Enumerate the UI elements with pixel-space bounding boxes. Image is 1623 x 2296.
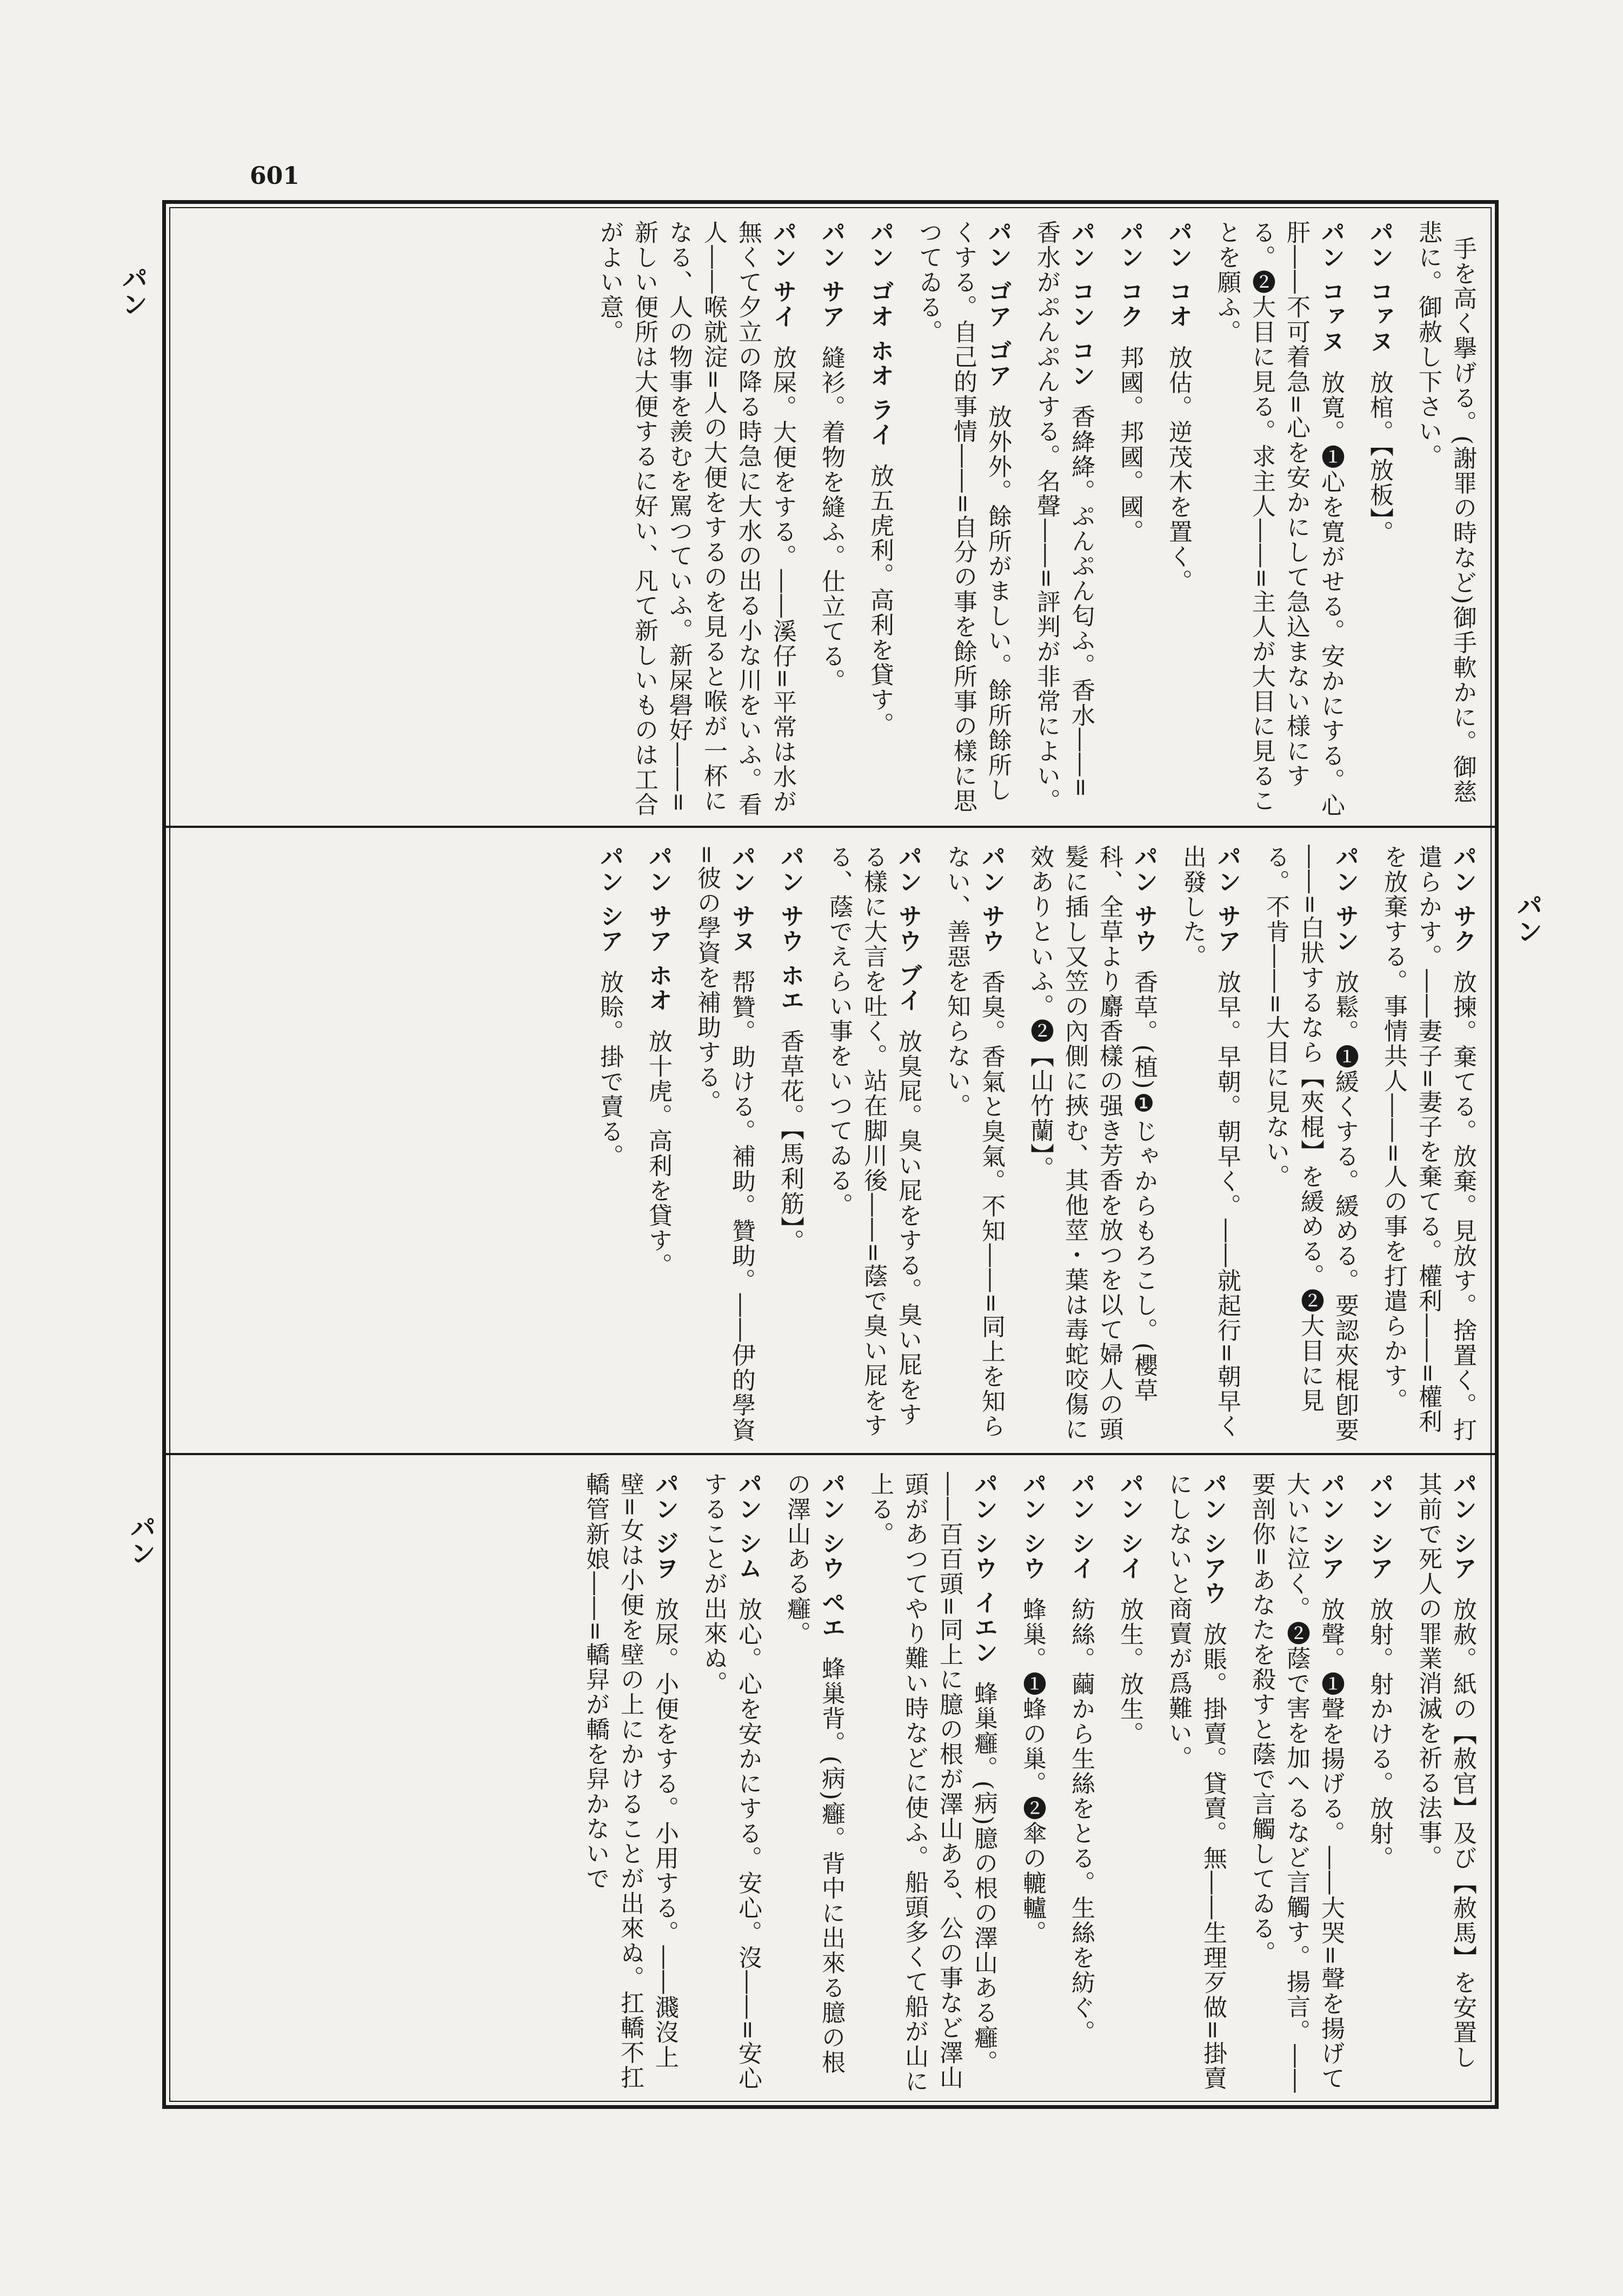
page-frame [162,200,1499,2109]
dictionary-entry [1161,220,1195,823]
entry-headword: パン サウ ホエ [776,845,804,1013]
dictionary-entry [1376,845,1480,1450]
dictionary-entry [1022,845,1161,1450]
entry-text: 紡絲。繭から生絲をとる。生絲を紡ぐ。 [1067,1597,1095,2045]
section-divider [166,1453,1495,1455]
entry-headword: パン ジヲ [651,1472,679,1581]
entry-headword: パン シア [1366,1472,1393,1581]
dictionary-entry [1244,1472,1348,2094]
entry-headword: パン コァヌ [1366,220,1393,354]
dictionary-entry [1258,845,1362,1450]
entry-text: 蜂巢。❶蜂の巢。❷傘の轆轤。 [1019,1597,1046,1946]
dictionary-entry [1411,220,1480,823]
entry-headword: パン サウ [977,845,1005,954]
dictionary-entry [1411,1472,1480,2094]
entry-text: 縫衫。着物を縫ふ。仕立てる。 [817,345,845,694]
entry-text: 放聲。❶聲を揚げる。――大哭=聲を揚げて大いに泣く。❷蔭で害を加へるなど言觸す。揚言。――要剖你=あなたを殺すと蔭で言觸してゐる。 [1248,1472,1345,2094]
dictionary-entry [1175,845,1244,1450]
entry-text: 放早。早朝。朝早く。――就起行=朝早く出發した。 [1179,845,1241,1439]
entry-headword: パン シウ [1019,1472,1046,1581]
margin-marker: パン [117,265,148,317]
entry-headword: パン シム [734,1472,762,1581]
dictionary-entry [939,845,1008,1450]
dictionary-entry [696,1472,765,2094]
entry-headword: パン シア [1449,1472,1476,1581]
entry-headword: パン サア [1213,845,1241,954]
entry-text: 放射。射かける。放射。 [1366,1597,1393,1871]
entry-text: 放揀。棄てる。放棄。見放す。捨置く。打遣らかす。――妻子=妻子を棄てる。權利――=權利を放棄する。事情共人――=人の事を打遣らかす。 [1380,845,1476,1443]
margin-marker: パン [1512,892,1542,944]
entry-headword: パン シイ [1067,1472,1095,1581]
dictionary-entry [1362,220,1396,823]
entry-text: 放賒。掛で賣る。 [596,970,623,1169]
entry-headword: パン コオ [1165,220,1192,329]
entry-headword: パン コン コン [1067,220,1095,388]
dictionary-section [188,1456,1480,2094]
entry-text: 放生。放生。 [1116,1597,1143,1747]
dictionary-section [188,828,1480,1450]
entry-text: 放估。逆茂木を置く。 [1165,345,1192,594]
entry-headword: パン ゴオ ホオ ライ [866,220,894,447]
dictionary-entry [862,220,897,823]
margin-marker: パン [125,1514,156,1566]
entry-headword: パン サア ホオ [644,845,672,1013]
dictionary-entry [1015,1472,1049,2094]
dictionary-entry [641,845,675,1450]
entry-text: 香絳絳。ぷんぷん匂ふ。香水――=香水がぷんぷんする。名聲――=評判が非常によい。 [1033,220,1095,813]
entry-headword: パン シイ [1116,1472,1143,1581]
dictionary-entry [1161,1472,1230,2094]
entry-headword: パン サン [1331,845,1359,954]
entry-text: 放十虎。高利を貸す。 [644,1028,672,1278]
dictionary-entry [821,845,925,1450]
entry-headword: パン サイ [769,220,796,329]
entry-headword: パン サウ [1130,845,1158,954]
dictionary-entry [773,845,807,1450]
entry-text: 放寛。❶心を寛がせる。安かにする。心肝――不可着急=心を安かにして急込まない様にする。❷大目に見る。求主人――=主人が大目に見ることを願ふ。 [1213,220,1345,818]
page-number: 601 [250,162,300,190]
dictionary-entry [689,845,759,1450]
dictionary-entry [779,1472,848,2094]
entry-text: 放尿。小便をする。小用する。――濺沒上壁=女は小便を壁の上にかけることが出來ぬ。扛轎不扛轎管新娘――=轎舁が轎を舁かないで [582,1472,679,2090]
entry-headword: パン シウ ペエ [817,1472,845,1640]
entry-text: 蜂巢背。(病)癰。背中に出來る臆の根の澤山ある癰。 [783,1472,845,2075]
dictionary-entry [862,1472,1001,2094]
entry-headword: パン ゴア ゴア [984,220,1012,388]
entry-text: 放五虎利。高利を貸す。 [866,463,894,737]
entry-headword: パン シウ イエン [970,1472,997,1665]
entry-text: 邦國。邦國。國。 [1116,345,1143,545]
entry-headword: パン サヌ [728,845,755,954]
entry-text: 放心。心を安かにする。安心。沒――=安心することが出來ぬ。 [700,1472,762,2091]
dictionary-entry [1029,220,1098,823]
dictionary-entry [911,220,1015,823]
entry-text: 香草。(植)❶じゃからもろこし。(櫻草科、全草より麝香樣の强き芳香を放つを以て婦人の頭髮に插し又笠の內側に挾む、其他莖・葉は毒蛇咬傷に效ありといふ。❷【山竹蘭】。 [1026,845,1158,1442]
dictionary-section [188,204,1480,823]
entry-headword: パン シアウ [1199,1472,1227,1606]
dictionary-entry [1112,220,1147,823]
section-divider [166,826,1495,828]
entry-text: 放棺。【放板】。 [1366,370,1393,546]
entry-headword: パン シア [596,845,623,954]
dictionary-entry [592,845,627,1450]
dictionary-entry [1209,220,1348,823]
dictionary-entry [814,220,848,823]
dictionary-entry [592,220,800,823]
entry-text: 蜂巢癰。(病)臆の根の澤山ある癰。――百百頭=同上に臆の根が澤山ある、公の事など澤山頭があつてやり難い時などに使ふ。船頭多くて船が山に上る。 [866,1472,997,2094]
entry-text: 香臭。香氣と臭氣。不知――=同上を知らない、善惡を知らない。 [943,845,1005,1439]
entry-text: 放賬。掛賣。貸賣。無――生理歹做=掛賣にしないと商賣が爲難い。 [1165,1472,1227,2091]
entry-headword: パン コク [1116,220,1143,329]
entry-text: 放鬆。❶緩くする。緩める。要認夾棍卽要――=白狀するなら【夾棍】を緩める。❷大目に見る。不肯――=大目に見ない。 [1262,845,1359,1443]
dictionary-entry [1063,1472,1098,2094]
entry-text: 放外外。餘所がましい。餘所餘所しくする。自己的事情――=自分の事を餘所事の樣に思つてゐる。 [915,220,1012,813]
entry-headword: パン サア [817,220,845,329]
entry-text: 香草花。【馬利筋】。 [776,1028,804,1254]
entry-text: 放赦。紙の【赦官】及び【赦馬】を安置し其前で死人の罪業消滅を祈る法事。 [1414,1472,1476,2070]
dictionary-entry [1362,1472,1396,2094]
dictionary-entry [1112,1472,1147,2094]
entry-text: 帮贊。助ける。補助。贊助。――伊的學資=彼の學資を補助する。 [693,845,755,1443]
entry-headword: パン サウ ブイ [894,845,922,1013]
entry-text: 手を高く擧げる。(謝罪の時など)御手軟かに。御慈悲に。御赦し下さい。 [1414,220,1476,805]
entry-text: 放臭屁。臭い屁をする。臭い屁をする樣に大言を吐く。站在脚川後――=蔭で臭い屁をする、蔭でえらい事をいつてゐる。 [825,845,922,1438]
dictionary-entry [578,1472,682,2094]
entry-headword: パン シア [1317,1472,1345,1581]
entry-headword: パン コァヌ [1317,220,1345,354]
entry-text: 放屎。大便をする。――溪仔=平常は水が無くて夕立の降る時急に大水の出る小な川をいふ。看人――喉就淀=人の大便をするのを見ると喉が一杯になる、人の物事を羨むを罵つていふ。新屎礐好――=新しい便所は大便するに好い、凡て新しいものは工合がよい意。 [596,220,796,817]
entry-headword: パン サク [1449,845,1476,954]
